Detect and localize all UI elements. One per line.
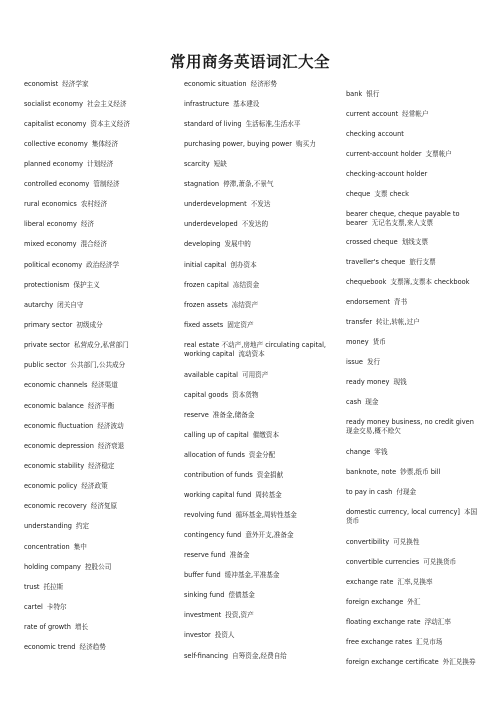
english-term: domestic currency, local currency] xyxy=(346,508,460,516)
chinese-translation: 偿债基金 xyxy=(228,591,255,599)
chinese-translation: 缓冲基金,平准基金 xyxy=(224,571,280,579)
chinese-translation: 短缺 xyxy=(213,160,227,168)
chinese-translation: 卡特尔 xyxy=(46,603,67,611)
vocab-entry xyxy=(346,638,478,647)
english-term: private sector xyxy=(24,341,70,349)
english-term: capital goods xyxy=(184,391,229,399)
chinese-translation: 经济复原 xyxy=(90,502,118,510)
chinese-translation: 闭关自守 xyxy=(57,301,84,309)
chinese-translation: 支票帐户 xyxy=(425,150,452,158)
vocab-entry xyxy=(184,371,336,380)
english-term: purchasing power, buying power xyxy=(184,140,293,148)
chinese-translation: 经济渠道 xyxy=(91,381,118,389)
vocab-entry xyxy=(184,321,336,330)
chinese-translation: 经济形势 xyxy=(250,80,277,88)
vocab-entry xyxy=(346,130,478,139)
chinese-translation: 经济 xyxy=(80,220,95,228)
vocab-entry xyxy=(346,508,478,526)
english-term: working capital fund xyxy=(184,491,252,499)
english-term: to pay in cash xyxy=(346,488,393,496)
chinese-translation: 现钱 xyxy=(393,378,407,386)
vocab-entry xyxy=(346,90,478,99)
english-term: cash xyxy=(346,398,362,406)
vocab-entry xyxy=(184,451,336,460)
vocab-entry xyxy=(24,80,176,89)
vocab-entry xyxy=(184,531,336,540)
chinese-translation: 资金捐献 xyxy=(256,471,284,479)
vocab-entry xyxy=(184,100,336,109)
english-term: economic recovery xyxy=(24,502,87,510)
vocab-entry xyxy=(346,378,478,387)
vocab-entry xyxy=(184,652,336,661)
english-term: economic balance xyxy=(24,402,84,410)
english-term: convertible currencies xyxy=(346,558,420,566)
english-term: buffer fund xyxy=(184,571,221,579)
chinese-translation: 背书 xyxy=(393,298,408,306)
vocab-entry xyxy=(184,220,336,229)
english-term: current-account holder xyxy=(346,150,422,158)
chinese-translation: 停滞,萧条,不景气 xyxy=(223,180,274,188)
english-term: cartel xyxy=(24,603,43,611)
chinese-translation: 公共部门,公共成分 xyxy=(70,361,126,369)
english-term: controlled economy xyxy=(24,180,90,188)
english-term: ready money xyxy=(346,378,390,386)
chinese-translation: 购买力 xyxy=(296,140,316,148)
english-term: collective economy xyxy=(24,140,88,148)
vocab-entry xyxy=(24,100,176,109)
chinese-translation: 经济平衡 xyxy=(87,402,115,410)
vocab-entry xyxy=(24,220,176,229)
english-term: revolving fund xyxy=(184,511,232,519)
english-term: traveller's cheque xyxy=(346,258,406,266)
english-term: capitalist economy xyxy=(24,120,87,128)
vocab-entry xyxy=(24,583,176,592)
english-term: understanding xyxy=(24,522,72,530)
page-title: 常用商务英语词汇大全 xyxy=(169,53,330,71)
vocab-entry xyxy=(346,338,478,347)
chinese-translation: 支票 check xyxy=(374,190,409,198)
vocab-entry xyxy=(24,341,176,350)
vocab-entry xyxy=(346,170,478,179)
vocab-entry xyxy=(184,120,336,129)
chinese-translation: 自筹资金,经费自给 xyxy=(232,652,287,660)
english-term: foreign exchange certificate xyxy=(346,658,439,666)
english-term: crossed cheque xyxy=(346,238,398,246)
english-term: economic fluctuation xyxy=(24,422,94,430)
chinese-translation: 准备金 xyxy=(229,551,250,559)
vocab-entry xyxy=(184,200,336,209)
chinese-translation: 货币 xyxy=(372,338,386,346)
vocab-entry xyxy=(184,301,336,310)
english-term: reserve fund xyxy=(184,551,226,559)
english-term: political economy xyxy=(24,261,83,269)
chinese-translation: 经济趋势 xyxy=(79,643,106,651)
chinese-translation: 不发达 xyxy=(250,200,271,208)
vocab-entry xyxy=(346,578,478,587)
chinese-translation: 增长 xyxy=(74,623,89,631)
english-term: frozen capital xyxy=(184,281,229,289)
chinese-translation: 现金交易,概不赊欠 xyxy=(346,427,401,435)
vocab-entry xyxy=(346,658,478,667)
chinese-translation: 发行 xyxy=(366,358,381,366)
english-term: chequebook xyxy=(346,278,387,286)
english-term: economic stability xyxy=(24,462,85,470)
vocab-entry xyxy=(184,261,336,270)
vocab-entry xyxy=(24,301,176,310)
english-term: economic depression xyxy=(24,442,94,450)
vocab-entry xyxy=(24,522,176,531)
chinese-translation: 资本货物 xyxy=(232,391,259,399)
chinese-translation: 创办资本 xyxy=(230,261,257,269)
chinese-translation: 银行 xyxy=(366,90,380,98)
chinese-translation: 初级成分 xyxy=(76,321,103,329)
chinese-translation: 经济政策 xyxy=(81,482,108,490)
chinese-translation: 经济稳定 xyxy=(88,462,115,470)
chinese-translation: 意外开支,准备金 xyxy=(245,531,294,539)
chinese-translation: 可用资产 xyxy=(242,371,269,379)
chinese-translation: 可兑换货币 xyxy=(423,558,457,566)
chinese-translation: 冻结资产 xyxy=(231,301,259,309)
vocab-entry xyxy=(346,398,478,407)
vocab-entry xyxy=(346,258,478,267)
vocab-entry xyxy=(24,623,176,632)
english-term: issue xyxy=(346,358,363,366)
english-term: floating exchange rate xyxy=(346,618,421,626)
vocab-entry xyxy=(184,160,336,169)
english-term: bearer cheque, cheque payable to bearer xyxy=(346,210,460,227)
vocab-entry xyxy=(346,110,478,119)
vocab-entry xyxy=(184,180,336,189)
english-term: autarchy xyxy=(24,301,54,309)
chinese-translation: 计划经济 xyxy=(87,160,114,168)
vocab-entry xyxy=(184,431,336,440)
vocab-entry xyxy=(184,511,336,520)
vocab-entry xyxy=(184,411,336,420)
english-term: economic trend xyxy=(24,643,76,651)
vocab-entry xyxy=(346,598,478,607)
english-term: rural economics xyxy=(24,200,77,208)
chinese-translation: 资金分配 xyxy=(248,451,276,459)
chinese-translation: 生活标准,生活水平 xyxy=(245,120,301,128)
vocab-entry xyxy=(24,422,176,431)
vocab-entry xyxy=(24,543,176,552)
vocab-entry xyxy=(184,341,336,359)
chinese-translation: 外汇 xyxy=(407,598,421,606)
english-term: investment xyxy=(184,611,222,619)
chinese-translation: 保护主义 xyxy=(73,281,100,289)
chinese-translation: 经常帐户 xyxy=(402,110,429,118)
english-term: bank xyxy=(346,90,363,98)
chinese-translation: 投资人 xyxy=(214,631,235,639)
chinese-translation: 划线支票 xyxy=(401,238,429,246)
english-term: underdeveloped xyxy=(184,220,238,228)
vocab-entry xyxy=(184,391,336,400)
english-term: developing xyxy=(184,240,221,248)
english-term: underdevelopment xyxy=(184,200,247,208)
vocab-entry xyxy=(346,190,478,199)
vocab-entry xyxy=(24,120,176,129)
chinese-translation: 无记名支票,来人支票 xyxy=(371,219,434,227)
chinese-translation: 经济衰退 xyxy=(97,442,125,450)
chinese-translation: 基本建设 xyxy=(233,100,260,108)
chinese-translation: 可兑换性 xyxy=(393,538,420,546)
vocab-entry xyxy=(24,160,176,169)
chinese-translation: 经济学家 xyxy=(62,80,89,88)
vocab-entry xyxy=(346,618,478,627)
english-term: rate of growth xyxy=(24,623,71,631)
vocab-entry xyxy=(24,180,176,189)
chinese-translation: 资本主义经济 xyxy=(90,120,130,128)
vocab-entry xyxy=(184,611,336,620)
english-term: self-financing xyxy=(184,652,229,660)
vocab-entry xyxy=(346,150,478,159)
english-term: concentration xyxy=(24,543,70,551)
vocab-entry xyxy=(24,361,176,370)
vocab-entry xyxy=(346,318,478,327)
chinese-translation: 固定资产 xyxy=(227,321,254,329)
vocab-entry xyxy=(346,298,478,307)
english-term: convertibility xyxy=(346,538,390,546)
chinese-translation: 冻结资金 xyxy=(232,281,260,289)
english-term: economic policy xyxy=(24,482,78,490)
chinese-translation: 投资,资产 xyxy=(225,611,254,619)
vocab-entry xyxy=(346,278,478,287)
vocab-entry xyxy=(184,631,336,640)
chinese-translation: 零钱 xyxy=(374,448,388,456)
vocab-entry xyxy=(184,491,336,500)
chinese-translation: 现金 xyxy=(365,398,379,406)
chinese-translation: 循环基金,周转性基金 xyxy=(235,511,297,519)
chinese-translation: 集体经济 xyxy=(91,140,119,148)
chinese-translation: 本国货币 xyxy=(346,508,478,525)
chinese-translation: 汇兑市场 xyxy=(416,638,443,646)
chinese-translation: 汇率,兑换率 xyxy=(397,578,433,586)
vocab-entry xyxy=(24,200,176,209)
vocab-entry xyxy=(346,210,478,228)
vocab-entry xyxy=(24,502,176,511)
vocab-entry xyxy=(24,140,176,149)
english-term: initial capital xyxy=(184,261,227,269)
english-term: liberal economy xyxy=(24,220,77,228)
english-term: infrastructure xyxy=(184,100,230,108)
english-term: trust xyxy=(24,583,40,591)
english-term: planned economy xyxy=(24,160,84,168)
chinese-translation: 外汇兑换券 xyxy=(442,658,476,666)
english-term: protectionism xyxy=(24,281,70,289)
vocab-entry xyxy=(24,261,176,270)
english-term: checking account xyxy=(346,130,404,138)
chinese-translation: 管制经济 xyxy=(93,180,120,188)
chinese-translation: 不发达的 xyxy=(241,220,269,228)
vocab-entry xyxy=(24,643,176,652)
chinese-translation: 经济波动 xyxy=(97,422,124,430)
vocab-entry xyxy=(184,140,336,149)
vocab-entry xyxy=(24,563,176,572)
english-term: frozen assets xyxy=(184,301,228,309)
english-term: checking-account holder xyxy=(346,170,428,178)
vocab-entry xyxy=(184,80,336,89)
vocab-entry xyxy=(184,551,336,560)
english-term: foreign exchange xyxy=(346,598,404,606)
english-term: ready money business, no credit given xyxy=(346,418,474,426)
vocab-entry xyxy=(346,238,478,247)
english-term: cheque xyxy=(346,190,371,198)
chinese-translation: 支票簿,支票本 checkbook xyxy=(390,278,470,286)
vocab-entry xyxy=(184,240,336,249)
chinese-translation: 政治经济学 xyxy=(86,261,120,269)
english-term: fixed assets xyxy=(184,321,224,329)
english-term: scarcity xyxy=(184,160,210,168)
english-term: economist xyxy=(24,80,59,88)
chinese-translation: 浮动汇率 xyxy=(424,618,451,626)
chinese-translation: 混合经济 xyxy=(80,240,107,248)
english-term: economic situation xyxy=(184,80,247,88)
vocab-entry xyxy=(24,482,176,491)
vocab-entry xyxy=(346,358,478,367)
english-term: money xyxy=(346,338,369,346)
vocab-entry xyxy=(346,558,478,567)
english-term: mixed economy xyxy=(24,240,77,248)
chinese-translation: 集中 xyxy=(73,543,87,551)
english-term: standard of living xyxy=(184,120,242,128)
english-term: exchange rate xyxy=(346,578,394,586)
chinese-translation: 发展中的 xyxy=(224,240,251,248)
vocab-entry xyxy=(24,381,176,390)
chinese-translation: 周转基金 xyxy=(255,491,282,499)
english-term: transfer xyxy=(346,318,373,326)
chinese-translation: 催缴资本 xyxy=(252,431,280,439)
chinese-translation: 钞票,纸币 bill xyxy=(400,468,441,476)
english-term: endorsement xyxy=(346,298,390,306)
english-term: banknote, note xyxy=(346,468,397,476)
chinese-translation: 农村经济 xyxy=(80,200,108,208)
english-term: change xyxy=(346,448,371,456)
chinese-translation: 流动资本 xyxy=(238,350,265,358)
vocab-entry xyxy=(346,448,478,457)
vocab-entry xyxy=(24,281,176,290)
vocab-entry xyxy=(184,571,336,580)
vocab-entry xyxy=(184,471,336,480)
chinese-translation: 社会主义经济 xyxy=(87,100,127,108)
vocab-entry xyxy=(24,321,176,330)
chinese-translation: 准备金,储备金 xyxy=(212,411,255,419)
chinese-translation: 约定 xyxy=(75,522,90,530)
chinese-translation: 旅行支票 xyxy=(409,258,436,266)
vocab-entry xyxy=(24,240,176,249)
chinese-translation: 转让,转帐,过户 xyxy=(376,318,420,326)
english-term: reserve xyxy=(184,411,209,419)
vocab-entry xyxy=(346,538,478,547)
vocab-entry xyxy=(184,281,336,290)
vocab-entry xyxy=(24,462,176,471)
english-term: current account xyxy=(346,110,399,118)
english-term: contingency fund xyxy=(184,531,242,539)
vocab-entry xyxy=(346,418,478,436)
english-term: available capital xyxy=(184,371,238,379)
english-term: holding company xyxy=(24,563,81,571)
english-term: calling up of capital xyxy=(184,431,249,439)
vocab-entry xyxy=(184,591,336,600)
english-term: sinking fund xyxy=(184,591,225,599)
english-term: stagnation xyxy=(184,180,220,188)
english-term: contribution of funds xyxy=(184,471,253,479)
english-term: primary sector xyxy=(24,321,73,329)
english-term: socialist economy xyxy=(24,100,84,108)
english-term: free exchange rates xyxy=(346,638,413,646)
english-term: public sector xyxy=(24,361,67,369)
english-term: real estate 不动产,房地产 circulating capital, working capital xyxy=(184,341,327,358)
vocab-entry xyxy=(24,402,176,411)
chinese-translation: 托拉斯 xyxy=(43,583,64,591)
vocab-entry xyxy=(24,442,176,451)
vocab-entry xyxy=(346,468,478,477)
chinese-translation: 控股公司 xyxy=(84,563,112,571)
vocab-entry xyxy=(24,603,176,612)
chinese-translation: 付现金 xyxy=(396,488,417,496)
english-term: investor xyxy=(184,631,211,639)
english-term: economic channels xyxy=(24,381,88,389)
vocab-entry xyxy=(346,488,478,497)
chinese-translation: 私营成分,私营部门 xyxy=(73,341,129,349)
english-term: allocation of funds xyxy=(184,451,245,459)
